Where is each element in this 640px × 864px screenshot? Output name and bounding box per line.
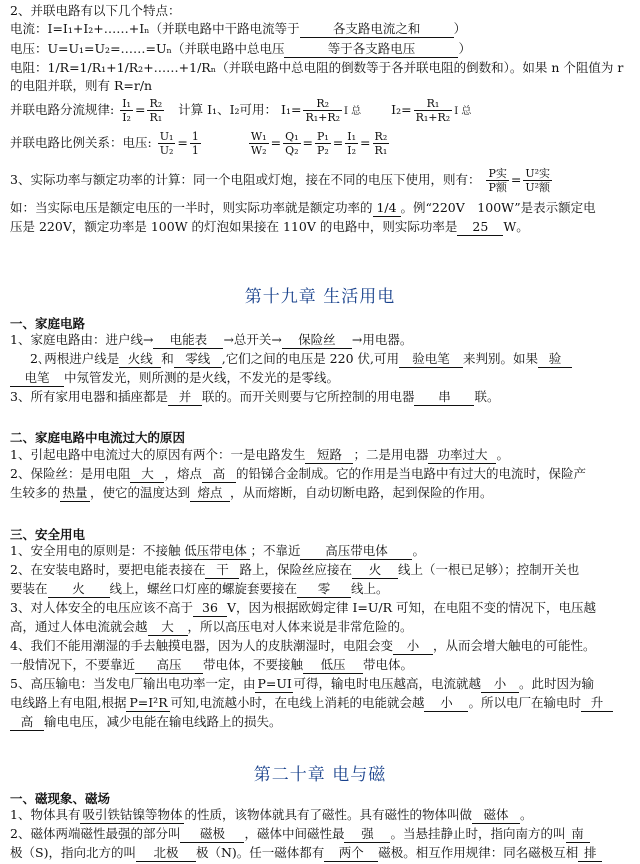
text-line: 电笔 中氖管发光，则所测的是火线，不发光的是零线。 <box>10 369 632 387</box>
blank: 低压带电体 <box>180 543 250 560</box>
text-line: 3、对人体安全的电压应该不高于 36 V，因为根据欧姆定律 I=U/R 可知，在电阻不变的情况下，电压越 <box>10 600 597 615</box>
blank: 小 <box>481 676 519 693</box>
blank: 大 <box>148 619 188 636</box>
power-line-3: 压是 220V，额定功率是 100W 的灯泡如果接在 110V 的电路中，则实际功率是 25 W。 <box>10 219 529 234</box>
blank: 零 <box>297 581 351 598</box>
fraction: $\frac{1}{1}$ <box>191 130 199 157</box>
fraction: $\frac{\text{P实}}{\text{P额}}$ <box>488 167 507 194</box>
parallel-resistance-line-2: 的电阻并联，则有 R=r/n <box>10 78 153 93</box>
parallel-resistance-line-1: 电阻：1/R=1/R₁+1/R₂+……+1/Rₙ（并联电路中总电阻的倒数等于各并联电阻的倒数和）。如果 n 个阻值为 r <box>10 60 624 75</box>
fraction: $\frac{\text{I₁}}{\text{I₂}}$ <box>347 130 357 157</box>
fraction: $\frac{\text{Q₁}}{\text{Q₂}}$ <box>285 130 299 157</box>
text-line: 2、保险丝：是用电阻 大 ，熔点 高 的铅锑合金制成。它的作用是当电路中有过大的电流时，保险产 <box>10 466 586 481</box>
text-line: 1、安全用电的原则是：不接触 低压带电体 ；不靠近 高压带电体 。 <box>10 543 425 558</box>
blank: 功率过大 <box>428 447 496 464</box>
blank: 25 <box>457 219 503 236</box>
blank: 零线 <box>174 351 222 368</box>
fraction: $\frac{\text{R₁}}{\text{R₁+R₂}}$ <box>415 97 451 124</box>
section-title: 一、磁现象、磁场 <box>10 791 111 806</box>
parallel-shunt-rule: 并联电路分流规律: $\frac{\text{I₁}}{\text{I₂}}$ = $\frac{\text{R₂}}{\text{R₁}}$ 计算 I₁、I₂可用： I₁= $\frac{\text{R₂}}{\text{R₁+R₂}}$ I 总 I₂= $\frac{\text{R₁}}{\text{R₁+R₂}}$ I 总 <box>10 97 472 124</box>
fraction: $\frac{\text{R₂}}{\text{R₁+R₂}}$ <box>305 97 341 124</box>
blank: P=UI <box>257 676 292 691</box>
parallel-voltage-line: 电压：U=U₁=U₂=……=Uₙ（并联电路中总电压 等于各支路电压 ） <box>10 41 471 56</box>
blank: 吸引铁钴镍等物体 <box>82 807 183 822</box>
blank: 热量 <box>60 485 90 502</box>
blank: 强 <box>344 826 390 843</box>
text-line: 生较多的 热量 ，使它的温度达到 熔点 ，从而熔断，自动切断电路，起到保险的作用。 <box>10 485 493 500</box>
blank: 并 <box>168 389 202 406</box>
blank: 磁体 <box>472 807 520 824</box>
parallel-heading: 2、并联电路有以下几个特点： <box>10 3 181 18</box>
text-line: 2、磁体两端磁性最强的部分叫 磁极 ，磁体中间磁性最 强 。当悬挂静止时，指向南方的叫 南 <box>10 825 632 843</box>
blank: 验电笔 <box>399 351 463 368</box>
parallel-current-line: 电流：I=I₁+I₂+……+Iₙ（并联电路中干路电流等于 各支路电流之和 ） <box>10 21 467 36</box>
blank: 升 <box>581 695 613 712</box>
blank: 干 <box>205 562 239 579</box>
chapter-20-title: 第二十章 电与磁 <box>253 765 387 785</box>
blank: 两个 <box>324 845 378 862</box>
text-line: 3、所有家用电器和插座都是 并 联的。而开关则要与它所控制的用电器 串 联。 <box>10 389 500 404</box>
text-line: 高，通过人体电流就会越 大 ，所以高压电对人体来说是非常危险的。 <box>10 619 413 634</box>
blank: 熔点 <box>190 485 230 502</box>
text-line: 5、高压输电：当发电厂输出电功率一定，由 P=UI 可得，输电时电压越高，电流就越 小 。此时因为输 <box>10 676 594 691</box>
fraction: $\frac{\text{U₁}}{\text{U₂}}$ <box>159 130 174 157</box>
blank: 各支路电流之和 <box>300 21 454 38</box>
blank: 短路 <box>305 447 353 464</box>
blank: 验 <box>538 351 572 368</box>
text-line: 一般情况下，不要靠近 高压 带电体，不要接触 低压 带电体。 <box>10 657 414 672</box>
blank: 电能表 <box>153 332 223 349</box>
blank: 低压 <box>303 657 363 674</box>
fraction: $\frac{\text{R₂}}{\text{R₁}}$ <box>149 97 163 124</box>
blank: 小 <box>393 638 433 655</box>
text-line: 高 输电电压，减少电能在输电线路上的损失。 <box>10 713 632 731</box>
blank: 南 <box>566 826 590 843</box>
blank: 高压带电体 <box>300 543 412 560</box>
fraction: $\frac{\text{R₂}}{\text{R₁}}$ <box>374 130 388 157</box>
blank: 36 <box>193 600 227 617</box>
blank: 大 <box>130 466 164 483</box>
power-line-1: 3、实际功率与额定功率的计算：同一个电阻或灯炮，接在不同的电压下使用，则有： $\frac{\text{P实}}{\text{P额}}$ = $\frac{\text{U²实}}{\text{U²额}}$ <box>10 167 551 194</box>
power-line-2: 如：当实际电压是额定电压的一半时，则实际功率就是额定功率的 1/4 。例“220V 100W”是表示额定电 <box>10 200 596 215</box>
fraction: $\frac{\text{W₁}}{\text{W₂}}$ <box>250 130 267 157</box>
text-line: 要装在 火 线上，螺丝口灯座的螺旋套要接在 零 线上。 <box>10 581 389 596</box>
blank: 串 <box>414 389 474 406</box>
text-line: 4、我们不能用潮湿的手去触摸电器，因为人的皮肤潮湿时，电阻会变 小 ，从而会增大触电的可能性。 <box>10 638 596 653</box>
text-line: 2、在安装电路时，要把电能表接在 干 路上，保险丝应接在 火 线上（一根已足够）；控制开关也 <box>10 562 580 577</box>
blank: 磁极 <box>180 826 244 843</box>
blank: 高 <box>10 714 44 731</box>
blank: 电笔 <box>10 370 64 387</box>
text-line: 2､两根进户线是 火线 和 零线 ,它们之间的电压是 220 伏,可用 验电笔 来判别。如果 验 <box>30 350 632 368</box>
blank: 火 <box>352 562 398 579</box>
parallel-ratio-rule: 并联电路比例关系：电压: $\frac{\text{U₁}}{\text{U₂}}$ = $\frac{1}{1}$ $\frac{\text{W₁}}{\text{W₂}}$ = $\frac{\text{Q₁}}{\text{Q₂}}$ = $\frac{\text{P₁}}{\text{P₂}}$ = $\frac{\text{I₁}}{\text{I₂}}$ = $\frac{\text{R₂}}{\text{R₁}}$ <box>10 130 388 157</box>
chapter-19-title: 第十九章 生活用电 <box>244 287 396 307</box>
blank: P=I²R <box>126 695 170 712</box>
blank: 北极 <box>136 845 196 862</box>
text-line: 电线路上有电阻,根据 P=I²R 可知,电流越小时，在电线上消耗的电能就会越 小 。所以电厂在输电时 升 <box>10 694 632 712</box>
blank: 排 <box>578 845 602 862</box>
fraction: $\frac{\text{U²实}}{\text{U²额}}$ <box>525 167 551 194</box>
text-line: 极（S)，指向北方的叫 北极 极（N)。任一磁体都有 两个 磁极。相互作用规律：同名磁极互相 排 <box>10 844 632 862</box>
blank: 高 <box>202 466 236 483</box>
fraction: $\frac{\text{I₁}}{\text{I₂}}$ <box>122 97 131 124</box>
section-title: 一、家庭电路 <box>10 316 86 331</box>
section-title: 二、家庭电路中电流过大的原因 <box>10 430 186 445</box>
blank: 1/4 <box>373 200 401 217</box>
blank: 小 <box>424 695 468 712</box>
fraction: $\frac{\text{P₁}}{\text{P₂}}$ <box>316 130 329 157</box>
section-title: 三、安全用电 <box>10 527 86 542</box>
text-line: 1、引起电路中电流过大的原因有两个：一是电路发生 短路 ；二是用电器 功率过大 。 <box>10 447 509 462</box>
blank: 高压 <box>135 657 203 674</box>
blank: 等于各支路电压 <box>284 41 458 58</box>
blank: 保险丝 <box>282 332 352 349</box>
blank: 火 <box>48 581 110 598</box>
blank: 火线 <box>119 351 161 368</box>
text-line: 1、物体具有 吸引铁钴镍等物体 的性质，该物体就具有了磁性。具有磁性的物体叫做 磁体 。 <box>10 807 533 822</box>
text-line: 1、家庭电路由：进户线→ 电能表 →总开关→ 保险丝 →用电器。 <box>10 332 413 347</box>
